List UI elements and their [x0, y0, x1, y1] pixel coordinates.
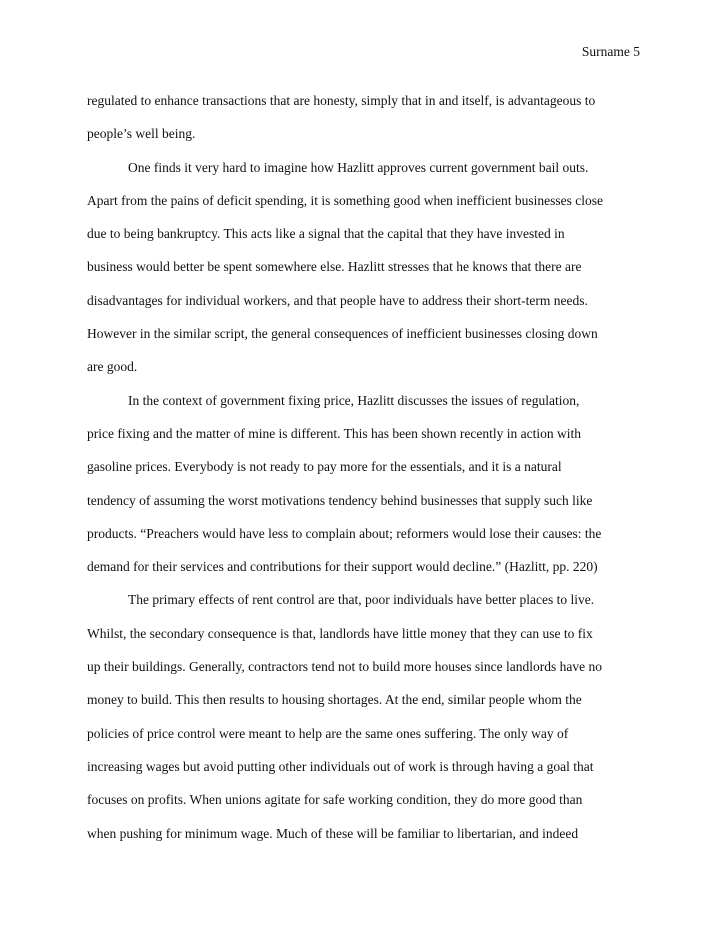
text-line: policies of price control were meant to help are the same ones suffering. The only way of [87, 725, 569, 741]
text-line: Whilst, the secondary consequence is that, landlords have little money that they can use to fix [87, 625, 593, 641]
text-line: One finds it very hard to imagine how Hazlitt approves current government bail outs. [128, 159, 589, 175]
text-line: However in the similar script, the general consequences of inefficient businesses closing down [87, 326, 598, 342]
text-line: Apart from the pains of deficit spending, it is something good when inefficient businesses close [87, 192, 604, 208]
text-line: when pushing for minimum wage. Much of these will be familiar to libertarian, and indeed [87, 825, 579, 841]
text-line: price fixing and the matter of mine is different. This has been shown recently in action with [87, 425, 581, 441]
text-line: people’s well being. [87, 126, 196, 142]
text-line: products. “Preachers would have less to complain about; reformers would lose their causes: the [87, 525, 602, 541]
text-line: focuses on profits. When unions agitate for safe working condition, they do more good than [87, 792, 583, 808]
text-line: demand for their services and contributions for their support would decline.” (Hazlitt, pp. 220) [87, 559, 598, 575]
text-line: tendency of assuming the worst motivations tendency behind businesses that supply such like [87, 492, 593, 508]
text-line: increasing wages but avoid putting other individuals out of work is through having a goal that [87, 758, 594, 774]
text-line: are good. [87, 359, 138, 375]
text-line: disadvantages for individual workers, and that people have to address their short-term needs. [87, 292, 588, 308]
text-line: gasoline prices. Everybody is not ready to pay more for the essentials, and it is a natural [87, 459, 562, 475]
text-line: due to being bankruptcy. This acts like a signal that the capital that they have invested in [87, 226, 565, 242]
text-line: The primary effects of rent control are that, poor individuals have better places to live. [128, 592, 595, 608]
running-head: Surname 5 [581, 44, 640, 59]
text-line: regulated to enhance transactions that are honesty, simply that in and itself, is advantageous to [87, 93, 596, 108]
text-line: In the context of government fixing price, Hazlitt discusses the issues of regulation, [128, 392, 580, 408]
text-line: money to build. This then results to housing shortages. At the end, similar people whom the [87, 692, 582, 708]
text-line: up their buildings. Generally, contractors tend not to build more houses since landlords have no [87, 659, 603, 675]
body-text [87, 90, 647, 856]
text-line: business would better be spent somewhere else. Hazlitt stresses that he knows that there are [87, 259, 582, 275]
